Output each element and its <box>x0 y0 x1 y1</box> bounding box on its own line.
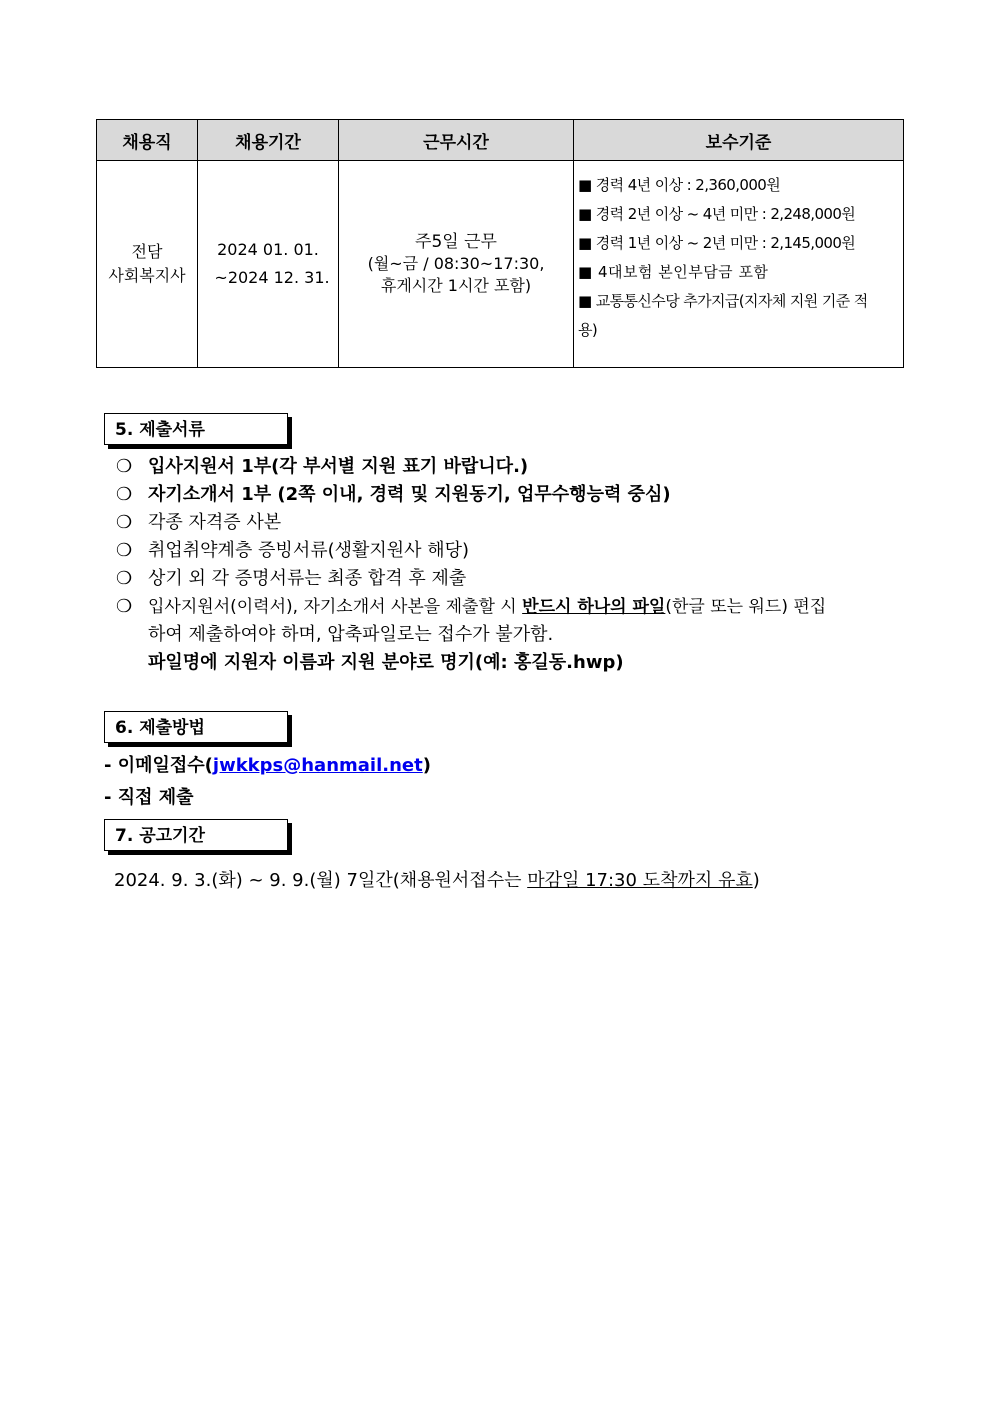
list-item <box>116 593 826 621</box>
list-item <box>116 537 826 565</box>
list-item <box>116 453 826 481</box>
hours-line: 휴게시간 1시간 포함) <box>380 276 532 295</box>
pay-line: ■ 경력 1년 이상 ~ 2년 미만 : 2,145,000원 <box>578 234 856 252</box>
circle-bullet-icon: ❍ <box>116 512 133 533</box>
pay-line: ■ 경력 2년 이상 ~ 4년 미만 : 2,248,000원 <box>578 205 856 223</box>
cell-hours <box>339 161 574 368</box>
period-end: ~2024 12. 31. <box>214 268 330 287</box>
direct-submit-line: - 직접 제출 <box>104 787 194 808</box>
notice-period-line <box>114 866 760 892</box>
hiring-table <box>96 119 904 368</box>
pay-line: 용) <box>578 321 598 339</box>
header-job: 채용직 <box>97 120 198 161</box>
file-rule-text: 입사지원서(이력서), 자기소개서 사본을 제출할 시 <box>148 597 523 617</box>
period-text: 2024. 9. 3.(화) ~ 9. 9.(월) 7일간(채용원서접수는 <box>114 870 528 891</box>
file-name-rule: 파일명에 지원자 이름과 지원 분야로 명기(예: 홍길동.hwp) <box>148 652 624 673</box>
item-text: 입사지원서 1부(각 부서별 지원 표기 바랍니다.) <box>148 456 529 477</box>
file-rule-line2: 하여 제출하여야 하며, 압축파일로는 접수가 불가함. <box>148 624 554 645</box>
email-link[interactable]: jwkkps@hanmail.net <box>212 755 423 776</box>
cell-pay <box>574 161 904 368</box>
list-item <box>116 509 826 537</box>
circle-bullet-icon: ❍ <box>116 484 133 505</box>
section-7-title: 7. 공고기간 <box>104 819 288 851</box>
circle-bullet-icon: ❍ <box>116 596 133 617</box>
pay-line: ■ 4대보험 본인부담금 포함 <box>578 263 769 281</box>
header-pay: 보수기준 <box>574 120 904 161</box>
item-text: 상기 외 각 증명서류는 최종 합격 후 제출 <box>148 568 467 589</box>
period-start: 2024 01. 01. <box>217 240 319 259</box>
item-text <box>148 593 826 621</box>
circle-bullet-icon: ❍ <box>116 456 133 477</box>
header-period: 채용기간 <box>198 120 339 161</box>
item-text: 각종 자격증 사본 <box>148 512 282 533</box>
file-rule-text: (한글 또는 워드) 편집 <box>665 597 827 617</box>
cell-period <box>198 161 339 368</box>
pay-line: ■ 경력 4년 이상 : 2,360,000원 <box>578 176 781 194</box>
job-line: 전담 <box>131 242 163 261</box>
item-text: 취업취약계층 증빙서류(생활지원사 해당) <box>148 540 470 561</box>
header-hours: 근무시간 <box>339 120 574 161</box>
period-close: ) <box>752 870 760 891</box>
documents-list <box>116 453 826 677</box>
file-rule-emphasis: 반드시 하나의 파일 <box>522 597 666 617</box>
pay-line: ■ 교통통신수당 추가지급(지자체 지원 기준 적 <box>578 292 868 310</box>
hours-line: (월~금 / 08:30~17:30, <box>367 254 545 273</box>
circle-bullet-icon: ❍ <box>116 540 133 561</box>
list-item <box>116 565 826 593</box>
email-submit-line <box>104 751 431 777</box>
list-item <box>116 481 826 509</box>
email-label: - 이메일접수( <box>104 755 213 776</box>
job-line: 사회복지사 <box>108 266 186 285</box>
item-text: 자기소개서 1부 (2쪽 이내, 경력 및 지원동기, 업무수행능력 중심) <box>148 484 671 505</box>
circle-bullet-icon: ❍ <box>116 568 133 589</box>
section-5-title: 5. 제출서류 <box>104 413 288 445</box>
email-close: ) <box>422 755 431 776</box>
cell-job <box>97 161 198 368</box>
section-6-title: 6. 제출방법 <box>104 711 288 743</box>
deadline-text: 마감일 17:30 도착까지 유효 <box>527 870 753 891</box>
hours-line: 주5일 근무 <box>415 232 497 252</box>
